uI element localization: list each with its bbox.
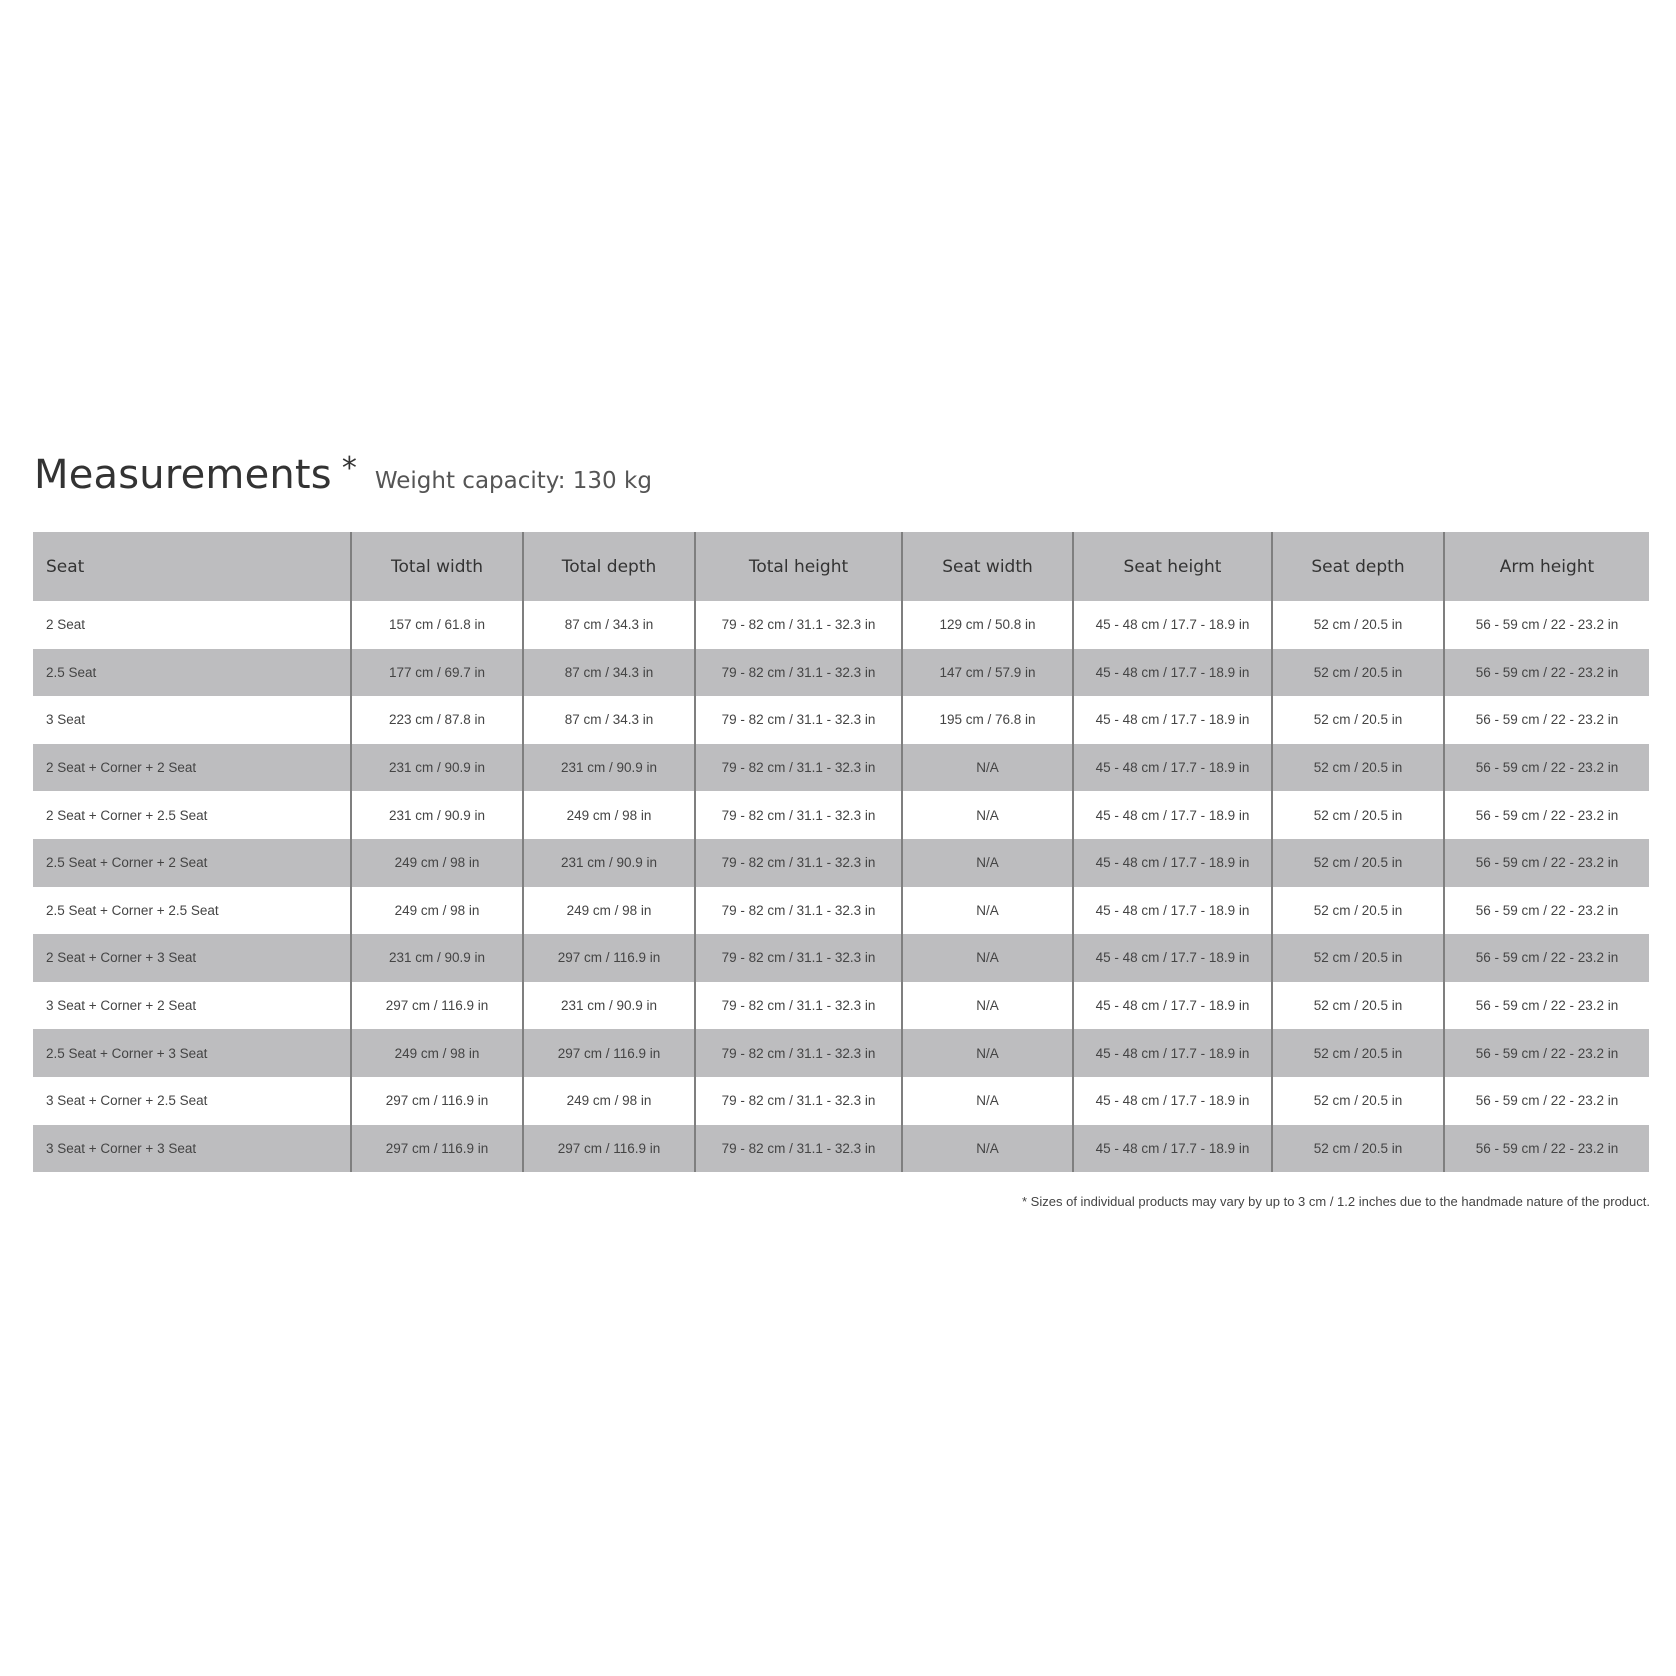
total-depth-cell: 297 cm / 116.9 in	[523, 934, 695, 982]
arm-height-cell: 56 - 59 cm / 22 - 23.2 in	[1444, 982, 1649, 1030]
column-header-seat: Seat	[46, 556, 85, 577]
measurements-header	[34, 452, 652, 498]
table-row	[33, 1125, 1649, 1173]
total-depth-cell: 87 cm / 34.3 in	[523, 649, 695, 697]
table-row	[33, 1077, 1649, 1125]
seat-depth-cell: 52 cm / 20.5 in	[1272, 839, 1444, 887]
seat-depth-cell: 52 cm / 20.5 in	[1272, 934, 1444, 982]
total-height-cell: 79 - 82 cm / 31.1 - 32.3 in	[695, 934, 902, 982]
total-height-cell: 79 - 82 cm / 31.1 - 32.3 in	[695, 1077, 902, 1125]
total-width-cell: 231 cm / 90.9 in	[351, 934, 523, 982]
arm-height-cell: 56 - 59 cm / 22 - 23.2 in	[1444, 601, 1649, 649]
arm-height-cell: 56 - 59 cm / 22 - 23.2 in	[1444, 1125, 1649, 1173]
table-row	[33, 601, 1649, 649]
total-width-cell: 177 cm / 69.7 in	[351, 649, 523, 697]
total-depth-cell: 231 cm / 90.9 in	[523, 982, 695, 1030]
seat-width-cell: N/A	[902, 744, 1073, 792]
seat-width-cell: 129 cm / 50.8 in	[902, 601, 1073, 649]
total-height-cell: 79 - 82 cm / 31.1 - 32.3 in	[695, 1125, 902, 1173]
seat-width-cell: N/A	[902, 1125, 1073, 1173]
seat-height-cell: 45 - 48 cm / 17.7 - 18.9 in	[1073, 934, 1272, 982]
seat-cell: 3 Seat + Corner + 3 Seat	[46, 1140, 197, 1156]
seat-cell: 2 Seat + Corner + 2.5 Seat	[46, 807, 208, 823]
table-row	[33, 934, 1649, 982]
seat-cell: 2.5 Seat	[46, 664, 97, 680]
seat-width-cell: N/A	[902, 982, 1073, 1030]
column-header-total-depth: Total depth	[523, 532, 695, 601]
total-height-cell: 79 - 82 cm / 31.1 - 32.3 in	[695, 696, 902, 744]
title-asterisk: *	[341, 451, 357, 486]
weight-capacity: Weight capacity: 130 kg	[374, 468, 652, 494]
seat-width-cell: 195 cm / 76.8 in	[902, 696, 1073, 744]
total-depth-cell: 87 cm / 34.3 in	[523, 696, 695, 744]
seat-height-cell: 45 - 48 cm / 17.7 - 18.9 in	[1073, 649, 1272, 697]
seat-depth-cell: 52 cm / 20.5 in	[1272, 744, 1444, 792]
seat-depth-cell: 52 cm / 20.5 in	[1272, 982, 1444, 1030]
arm-height-cell: 56 - 59 cm / 22 - 23.2 in	[1444, 791, 1649, 839]
total-height-cell: 79 - 82 cm / 31.1 - 32.3 in	[695, 839, 902, 887]
table-header	[33, 532, 1649, 601]
arm-height-cell: 56 - 59 cm / 22 - 23.2 in	[1444, 839, 1649, 887]
seat-height-cell: 45 - 48 cm / 17.7 - 18.9 in	[1073, 744, 1272, 792]
seat-cell: 3 Seat + Corner + 2.5 Seat	[46, 1093, 208, 1109]
seat-height-cell: 45 - 48 cm / 17.7 - 18.9 in	[1073, 1077, 1272, 1125]
seat-width-cell: 147 cm / 57.9 in	[902, 649, 1073, 697]
table-row	[33, 982, 1649, 1030]
arm-height-cell: 56 - 59 cm / 22 - 23.2 in	[1444, 744, 1649, 792]
table-row	[33, 887, 1649, 935]
total-depth-cell: 231 cm / 90.9 in	[523, 839, 695, 887]
arm-height-cell: 56 - 59 cm / 22 - 23.2 in	[1444, 696, 1649, 744]
seat-height-cell: 45 - 48 cm / 17.7 - 18.9 in	[1073, 601, 1272, 649]
total-width-cell: 249 cm / 98 in	[351, 839, 523, 887]
seat-depth-cell: 52 cm / 20.5 in	[1272, 649, 1444, 697]
page-title: Measurements	[34, 452, 332, 498]
total-height-cell: 79 - 82 cm / 31.1 - 32.3 in	[695, 887, 902, 935]
seat-depth-cell: 52 cm / 20.5 in	[1272, 696, 1444, 744]
measurements-table	[33, 532, 1649, 1172]
seat-depth-cell: 52 cm / 20.5 in	[1272, 1125, 1444, 1173]
total-width-cell: 249 cm / 98 in	[351, 1029, 523, 1077]
table-row	[33, 1029, 1649, 1077]
seat-height-cell: 45 - 48 cm / 17.7 - 18.9 in	[1073, 696, 1272, 744]
total-depth-cell: 297 cm / 116.9 in	[523, 1125, 695, 1173]
arm-height-cell: 56 - 59 cm / 22 - 23.2 in	[1444, 649, 1649, 697]
seat-cell: 3 Seat	[46, 712, 86, 728]
column-header-seat-depth: Seat depth	[1272, 532, 1444, 601]
seat-cell: 2.5 Seat + Corner + 2.5 Seat	[46, 902, 219, 918]
seat-height-cell: 45 - 48 cm / 17.7 - 18.9 in	[1073, 1125, 1272, 1173]
seat-height-cell: 45 - 48 cm / 17.7 - 18.9 in	[1073, 839, 1272, 887]
table-body	[33, 601, 1649, 1172]
table-row	[33, 649, 1649, 697]
total-width-cell: 297 cm / 116.9 in	[351, 982, 523, 1030]
column-header-total-height: Total height	[695, 532, 902, 601]
total-height-cell: 79 - 82 cm / 31.1 - 32.3 in	[695, 649, 902, 697]
seat-width-cell: N/A	[902, 791, 1073, 839]
seat-cell: 3 Seat + Corner + 2 Seat	[46, 998, 197, 1014]
seat-depth-cell: 52 cm / 20.5 in	[1272, 1029, 1444, 1077]
seat-height-cell: 45 - 48 cm / 17.7 - 18.9 in	[1073, 791, 1272, 839]
column-header-total-width: Total width	[351, 532, 523, 601]
total-depth-cell: 249 cm / 98 in	[523, 1077, 695, 1125]
total-depth-cell: 249 cm / 98 in	[523, 791, 695, 839]
total-depth-cell: 249 cm / 98 in	[523, 887, 695, 935]
total-depth-cell: 297 cm / 116.9 in	[523, 1029, 695, 1077]
seat-depth-cell: 52 cm / 20.5 in	[1272, 887, 1444, 935]
arm-height-cell: 56 - 59 cm / 22 - 23.2 in	[1444, 934, 1649, 982]
arm-height-cell: 56 - 59 cm / 22 - 23.2 in	[1444, 1077, 1649, 1125]
seat-width-cell: N/A	[902, 1029, 1073, 1077]
total-height-cell: 79 - 82 cm / 31.1 - 32.3 in	[695, 744, 902, 792]
total-width-cell: 157 cm / 61.8 in	[351, 601, 523, 649]
total-height-cell: 79 - 82 cm / 31.1 - 32.3 in	[695, 982, 902, 1030]
seat-cell: 2 Seat	[46, 617, 86, 633]
table-row	[33, 696, 1649, 744]
table-row	[33, 791, 1649, 839]
seat-height-cell: 45 - 48 cm / 17.7 - 18.9 in	[1073, 1029, 1272, 1077]
total-width-cell: 231 cm / 90.9 in	[351, 744, 523, 792]
total-width-cell: 231 cm / 90.9 in	[351, 791, 523, 839]
total-height-cell: 79 - 82 cm / 31.1 - 32.3 in	[695, 601, 902, 649]
table-row	[33, 839, 1649, 887]
column-header-seat-width: Seat width	[902, 532, 1073, 601]
total-width-cell: 223 cm / 87.8 in	[351, 696, 523, 744]
total-width-cell: 297 cm / 116.9 in	[351, 1125, 523, 1173]
seat-depth-cell: 52 cm / 20.5 in	[1272, 1077, 1444, 1125]
seat-width-cell: N/A	[902, 887, 1073, 935]
total-width-cell: 249 cm / 98 in	[351, 887, 523, 935]
total-height-cell: 79 - 82 cm / 31.1 - 32.3 in	[695, 791, 902, 839]
seat-depth-cell: 52 cm / 20.5 in	[1272, 791, 1444, 839]
column-header-arm-height: Arm height	[1444, 532, 1649, 601]
seat-depth-cell: 52 cm / 20.5 in	[1272, 601, 1444, 649]
footnote: * Sizes of individual products may vary by up to 3 cm / 1.2 inches due to the handmade nature of the product.	[1022, 1194, 1650, 1209]
table-row	[33, 744, 1649, 792]
column-header-seat-height: Seat height	[1073, 532, 1272, 601]
seat-cell: 2 Seat + Corner + 3 Seat	[46, 950, 197, 966]
seat-cell: 2 Seat + Corner + 2 Seat	[46, 760, 197, 776]
seat-width-cell: N/A	[902, 839, 1073, 887]
header-row	[33, 532, 1649, 601]
seat-cell: 2.5 Seat + Corner + 3 Seat	[46, 1045, 208, 1061]
arm-height-cell: 56 - 59 cm / 22 - 23.2 in	[1444, 1029, 1649, 1077]
arm-height-cell: 56 - 59 cm / 22 - 23.2 in	[1444, 887, 1649, 935]
seat-height-cell: 45 - 48 cm / 17.7 - 18.9 in	[1073, 982, 1272, 1030]
total-width-cell: 297 cm / 116.9 in	[351, 1077, 523, 1125]
seat-cell: 2.5 Seat + Corner + 2 Seat	[46, 855, 208, 871]
seat-width-cell: N/A	[902, 1077, 1073, 1125]
seat-height-cell: 45 - 48 cm / 17.7 - 18.9 in	[1073, 887, 1272, 935]
total-depth-cell: 87 cm / 34.3 in	[523, 601, 695, 649]
total-depth-cell: 231 cm / 90.9 in	[523, 744, 695, 792]
total-height-cell: 79 - 82 cm / 31.1 - 32.3 in	[695, 1029, 902, 1077]
seat-width-cell: N/A	[902, 934, 1073, 982]
